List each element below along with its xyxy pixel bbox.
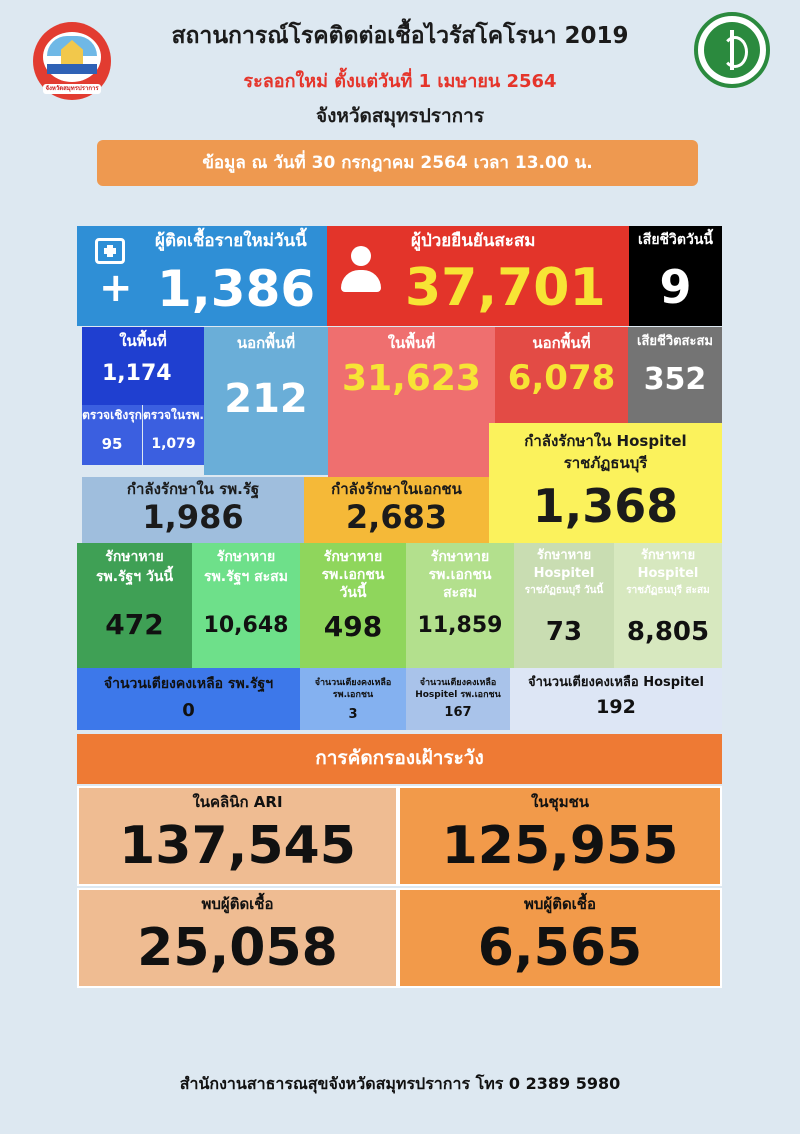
ministry-logo	[694, 12, 770, 88]
community-found-label: พบผู้ติดเชื้อ	[524, 895, 596, 913]
date-banner: ข้อมูล ณ วันที่ 30 กรกฎาคม 2564 เวลา 13.00 น.	[97, 140, 698, 186]
recovered-label-line2: Hospitel	[637, 566, 699, 581]
proactive-panel	[82, 405, 142, 465]
recovered-value: 11,859	[417, 613, 503, 638]
community-label: ในชุมชน	[530, 793, 590, 811]
beds-gov-value: 0	[182, 700, 195, 721]
beds-private-value: 3	[348, 707, 358, 722]
total-outside-label: นอกพื้นที่	[532, 334, 591, 352]
beds-hospitel-private-panel	[406, 668, 510, 730]
deaths-total-panel	[628, 327, 722, 423]
beds-hospitel-label: จำนวนเตียงคงเหลือ Hospitel	[528, 675, 704, 690]
medical-kit-icon	[95, 238, 125, 264]
total-outside-value: 6,078	[507, 358, 616, 398]
new-outside-value: 212	[224, 376, 308, 422]
beds-hospitel-private-label: จำนวนเตียงคงเหลือ	[419, 678, 497, 688]
ari-clinic-panel	[77, 786, 398, 886]
recovered-gov-today-panel	[77, 543, 192, 668]
beds-gov-panel	[77, 668, 300, 730]
community-value: 125,955	[441, 816, 679, 876]
proactive-value: 95	[101, 435, 123, 453]
gov-treating-label: กำลังรักษาใน รพ.รัฐ	[126, 480, 260, 498]
deaths-today-value: 9	[659, 260, 692, 314]
recovered-value: 10,648	[203, 613, 289, 638]
in-hospital-value: 1,079	[151, 436, 196, 452]
new-cases-panel	[77, 226, 327, 326]
hospitel-treating-sublabel: ราชภัฏธนบุรี	[563, 454, 648, 472]
confirmed-total-panel	[327, 226, 629, 326]
page-title: สถานการณ์โรคติดต่อเชื้อไวรัสโคโรนา 2019	[171, 23, 629, 49]
beds-private-panel	[300, 668, 406, 730]
recovered-label-line1: รักษาหาย	[430, 549, 490, 565]
private-treating-label: กำลังรักษาในเอกชน	[331, 480, 462, 498]
person-icon	[341, 246, 381, 296]
proactive-label: ตรวจเชิงรุก	[82, 408, 142, 422]
new-cases-value: 1,386	[157, 260, 316, 318]
new-outside-panel	[204, 327, 328, 475]
seal-water	[47, 64, 97, 74]
private-treating-panel	[304, 477, 489, 543]
recovered-label-line2: รพ.รัฐฯ สะสม	[204, 569, 288, 585]
gov-treating-panel	[82, 477, 304, 543]
total-in-area-panel	[328, 327, 495, 477]
deaths-total-label: เสียชีวิตสะสม	[637, 334, 713, 349]
recovered-label-line3: ราชภัฏธนบุรี สะสม	[626, 585, 710, 596]
new-cases-label: ผู้ติดเชื้อรายใหม่วันนี้	[155, 231, 307, 251]
deaths-today-panel	[629, 226, 722, 326]
ari-clinic-label: ในคลินิก ARI	[192, 793, 283, 811]
recovered-label-line2: รพ.รัฐฯ วันนี้	[95, 569, 174, 585]
deaths-today-label: เสียชีวิตวันนี้	[638, 232, 713, 248]
caduceus-snake-icon	[722, 36, 748, 68]
community-found-panel	[398, 888, 722, 988]
in-hospital-panel	[143, 405, 204, 465]
hospitel-treating-panel	[489, 423, 722, 543]
confirmed-total-label: ผู้ป่วยยืนยันสะสม	[411, 231, 536, 251]
total-in-area-value: 31,623	[342, 358, 481, 399]
beds-private-sublabel: รพ.เอกชน	[332, 690, 374, 700]
recovered-gov-total-panel	[192, 543, 300, 668]
ari-found-value: 25,058	[137, 918, 338, 978]
beds-hospitel-private-sublabel: Hospitel รพ.เอกชน	[415, 690, 501, 700]
seal-ribbon-text: จังหวัดสมุทรปราการ	[43, 84, 101, 94]
recovered-label-line2: รพ.เอกชน	[428, 567, 492, 583]
new-in-area-label: ในพื้นที่	[119, 332, 167, 350]
total-outside-panel	[495, 327, 628, 423]
recovered-label-line1: รักษาหาย	[640, 548, 696, 563]
screening-header	[77, 734, 722, 784]
new-in-area-value: 1,174	[102, 361, 172, 386]
recovered-label-line1: รักษาหาย	[536, 548, 592, 563]
beds-private-label: จำนวนเตียงคงเหลือ	[314, 678, 392, 688]
beds-hospitel-panel	[510, 668, 722, 730]
beds-gov-label: จำนวนเตียงคงเหลือ รพ.รัฐฯ	[103, 676, 274, 692]
recovered-label-line3: สะสม	[443, 585, 477, 601]
province-name: จังหวัดสมุทรปราการ	[315, 105, 485, 127]
recovered-label-line2: รพ.เอกชน	[321, 567, 385, 583]
recovered-value: 472	[105, 608, 164, 641]
recovered-value: 8,805	[626, 617, 710, 647]
recovered-value: 73	[545, 617, 583, 647]
recovered-label-line1: รักษาหาย	[216, 549, 276, 565]
ari-clinic-value: 137,545	[119, 816, 356, 876]
confirmed-total-value: 37,701	[405, 258, 606, 318]
footer-contact: สำนักงานสาธารณสุขจังหวัดสมุทรปราการ โทร 0 2389 5980	[179, 1074, 621, 1093]
ari-found-label: พบผู้ติดเชื้อ	[201, 895, 274, 913]
beds-hospitel-private-value: 167	[444, 705, 472, 720]
page-subtitle: ระลอกใหม่ ตั้งแต่วันที่ 1 เมษายน 2564	[243, 71, 557, 92]
hospitel-treating-label: กำลังรักษาใน Hospitel	[524, 432, 687, 450]
community-panel	[398, 786, 722, 886]
private-treating-value: 2,683	[345, 498, 448, 536]
recovered-hospitel-total-panel	[614, 543, 722, 668]
beds-hospitel-value: 192	[596, 696, 636, 718]
in-hospital-label: ตรวจในรพ.	[143, 408, 204, 422]
recovered-label-line3: ราชภัฏธนบุรี วันนี้	[524, 585, 604, 596]
deaths-total-value: 352	[643, 362, 707, 397]
provincial-seal-logo	[33, 22, 111, 100]
recovered-label-line1: รักษาหาย	[105, 549, 164, 565]
recovered-label-line1: รักษาหาย	[323, 549, 383, 565]
total-in-area-label: ในพื้นที่	[387, 334, 436, 352]
new-in-area-panel	[82, 327, 204, 405]
ari-found-panel	[77, 888, 398, 988]
recovered-label-line2: Hospitel	[533, 566, 595, 581]
gov-treating-value: 1,986	[142, 498, 244, 536]
screening-title: การคัดกรองเฝ้าระวัง	[315, 747, 484, 769]
recovered-hospitel-today-panel	[514, 543, 614, 668]
hospitel-treating-value: 1,368	[532, 479, 679, 533]
plus-sign: +	[99, 265, 133, 311]
recovered-private-today-panel	[300, 543, 406, 668]
recovered-label-line3: วันนี้	[339, 585, 367, 601]
new-outside-label: นอกพื้นที่	[236, 334, 296, 352]
recovered-value: 498	[323, 610, 383, 643]
recovered-private-total-panel	[406, 543, 514, 668]
community-found-value: 6,565	[477, 918, 643, 978]
